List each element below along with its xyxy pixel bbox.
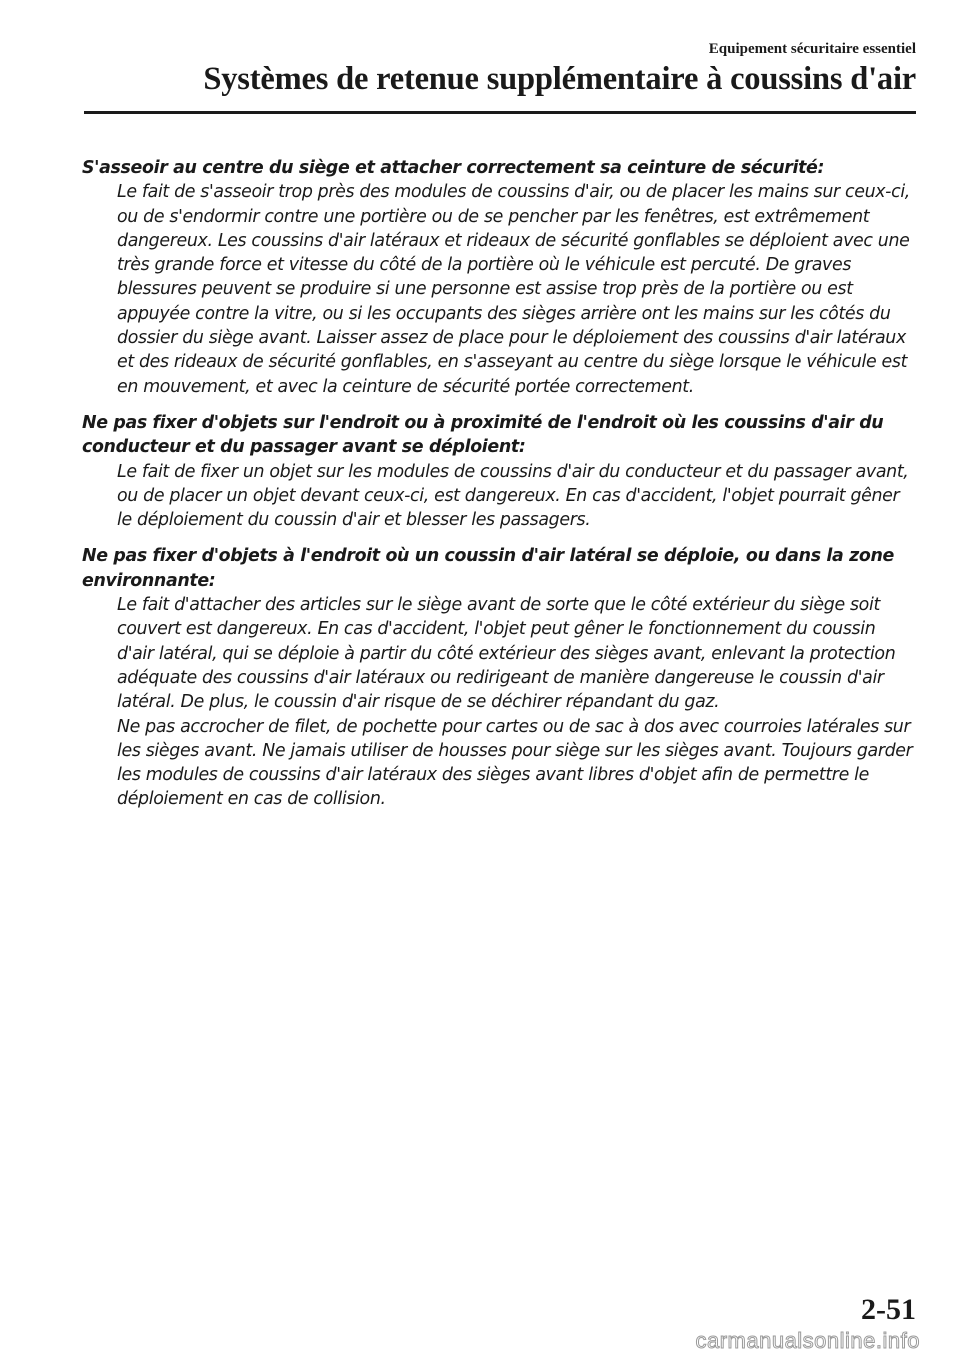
warning-paragraph: Le fait de s'asseoir trop près des modules de coussins d'air, ou de placer les mains sur ceux-ci, ou de s'endormir contre une portière ou de se pencher par les fenêtres, est extrêmement dangereux. Les coussins d'air latéraux et rideaux de sécurité gonflables se déploient avec une très grande force et vitesse du côté de la portière où le véhicule est percuté. De graves blessures peuvent se produire si une personne est assise trop près de la portière ou est appuyée contre la vitre, ou si les occupants des sièges arrière ont les mains sur les côtés du dossier du siège avant. Laisser assez de place pour le déploiement des coussins d'air latéraux et des rideaux de sécurité gonflables, en s'asseyant au centre du siège lorsque le véhicule est en mouvement, et avec la ceinture de sécurité portée correctement. [117,182,910,397]
page-title: Systèmes de retenue supplémentaire à coussins d'air [203,61,916,97]
header-divider [84,111,916,114]
warning-paragraph: Le fait d'attacher des articles sur le siège avant de sorte que le côté extérieur du siège soit couvert est dangereux. En cas d'accident, l'objet peut gêner le fonctionnement du coussin d'air latéral, qui se déploie à partir du côté extérieur des sièges avant, enlevant la protection adéquate des coussins d'air latéraux ou redirigeant de manière dangereuse le coussin d'air latéral. De plus, le coussin d'air risque de se déchirer répandant du gaz. [117,595,896,713]
page-number: 2-51 [861,1293,916,1326]
warning-center-seat [82,156,916,399]
page-header [80,40,916,98]
warning-paragraph: Ne pas accrocher de filet, de pochette pour cartes ou de sac à dos avec courroies latérales sur les sièges avant. Ne jamais utiliser de housses pour siège sur les sièges avant. Toujours garder les modules de coussins d'air latéraux des sièges avant libres d'objet afin de permettre le déploiement en cas de collision. [117,716,913,810]
section-label: Equipement sécuritaire essentiel [708,41,916,57]
warning-heading: S'asseoir au centre du siège et attacher correctement sa ceinture de sécurité: [82,158,825,178]
warning-heading: Ne pas fixer d'objets à l'endroit où un coussin d'air latéral se déploie, ou dans la zone environnante: [82,546,894,591]
warning-front-airbags [82,411,916,532]
watermark: carmanualsonline.info [695,1328,920,1353]
warning-side-airbags [82,544,916,811]
warning-paragraph: Le fait de fixer un objet sur les modules de coussins d'air du conducteur et du passager avant, ou de placer un objet devant ceux-ci, est dangereux. En cas d'accident, l'objet pourrait gêner le déploiement du coussin d'air et blesser les passagers. [117,461,909,531]
warning-content [82,156,916,824]
warning-heading: Ne pas fixer d'objets sur l'endroit ou à proximité de l'endroit où les coussins d'air du conducteur et du passager avant se déploient: [82,412,884,458]
